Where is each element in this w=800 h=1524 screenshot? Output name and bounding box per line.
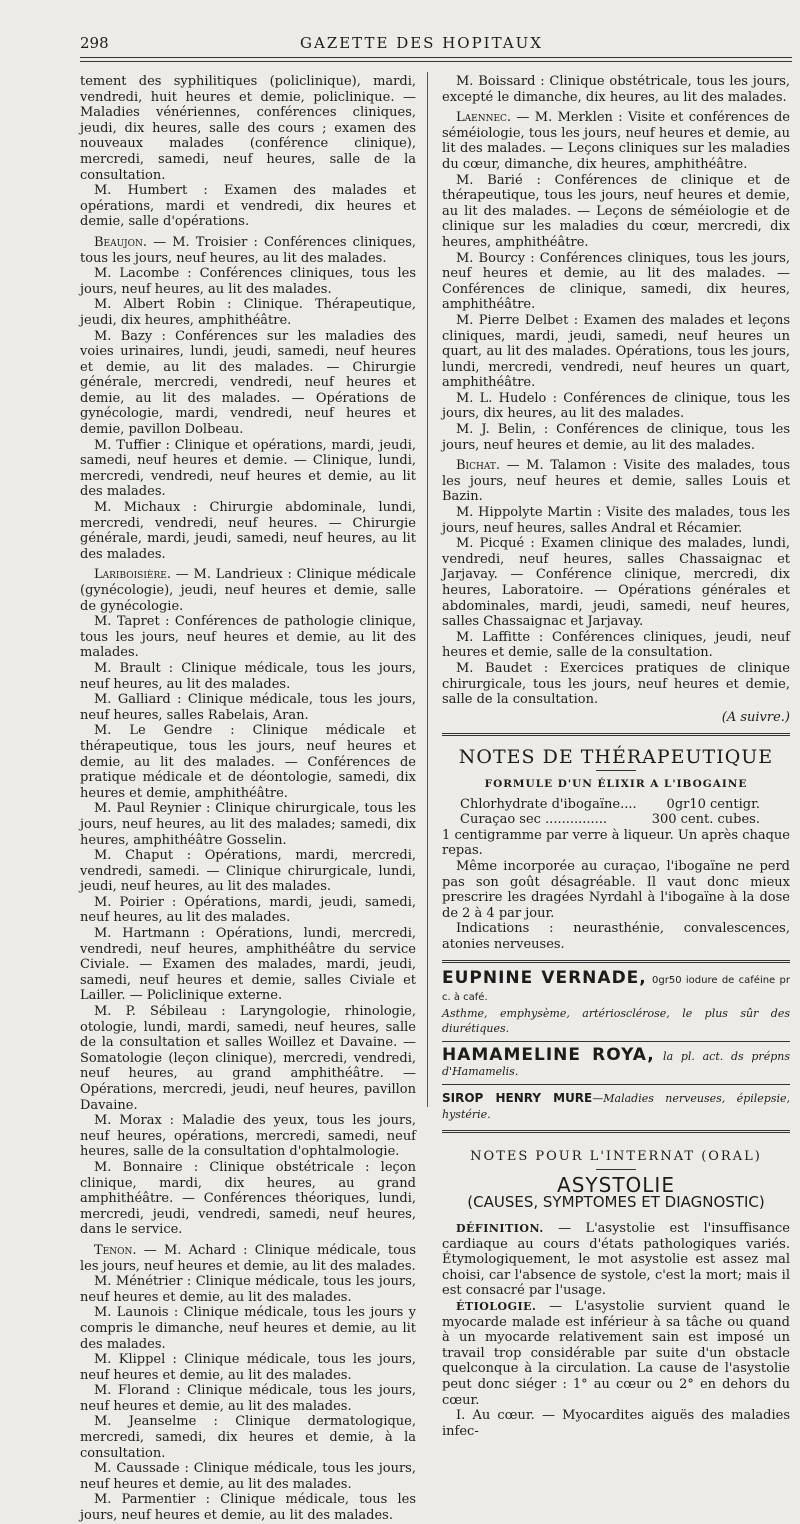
ingredient-quantity: 0gr10 centigr. [666,796,760,812]
paragraph: M. Baudet : Exercices pratiques de clinique chirurgicale, tous les jours, neuf heures et demie, salle de la consultation. [442,660,790,708]
paragraph: Indications : neurasthénie, convalescences, atonies nerveuses. [442,921,790,952]
paragraph [80,567,416,614]
section-rule [442,1130,790,1133]
paragraph: M. Humbert : Examen des malades et opérations, mardi et vendredi, dix heures et demie, salle d'opérations. [80,183,416,230]
paragraph: M. Launois : Clinique médicale, tous les jours y compris le dimanche, neuf heures et demie, au lit des malades. [80,1305,416,1352]
paragraph: M. Chaput : Opérations, mardi, mercredi, vendredi, samedi. — Clinique chirurgicale, lundi, jeudi, neuf heures, au lit des malades. [80,848,416,895]
runin-heading: DÉFINITION. [456,1222,544,1235]
hospital-name: Tenon. [94,1242,137,1258]
paragraph: M. Caussade : Clinique médicale, tous les jours, neuf heures et demie, au lit des malades. [80,1461,416,1492]
ingredient-name: Chlorhydrate d'ibogaïne.... [460,796,637,812]
paragraph [442,458,790,505]
formula-heading: FORMULE D'UN ÉLIXIR A L'IBOGAINE [484,777,748,790]
advert-sirop [442,1091,790,1122]
advert-rule [442,960,790,963]
paragraph [80,235,416,266]
right-column [442,74,790,1439]
article-subtitle: (CAUSES, SYMPTOMES ET DIAGNOSTIC) [467,1193,765,1212]
title-rule [596,1169,636,1170]
advert-rule [442,1084,790,1085]
paragraph: M. Boissard : Clinique obstétricale, tous les jours, excepté le dimanche, dix heures, au lit des malades. [442,74,790,105]
paragraph: M. Jeanselme : Clinique dermatologique, mercredi, samedi, dix heures et demie, à la consultation. [80,1414,416,1461]
paragraph: M. Bonnaire : Clinique obstétricale : leçon clinique, mardi, dix heures, au grand amphithéâtre. — Conférences théoriques, lundi, mercredi, jeudi, vendredi, samedi, neuf heures, dans le service. [80,1159,416,1238]
title-rule [596,770,636,771]
column-separator [427,72,428,1107]
paragraph-text: — M. Talamon : Visite des malades, tous les jours, neuf heures et demie, salles Louis et Bazin. [442,458,790,505]
advert-brand: EUPNINE VERNADE, [442,968,647,989]
advert-brand: HAMAMELINE ROYA, [442,1044,655,1065]
paragraph [442,1299,790,1408]
formula-row [442,797,790,813]
advert-detail: la pl. act. ds prépns d'Hamamelis. [442,1049,790,1079]
paragraph [442,1221,790,1299]
paragraph: M. Morax : Maladie des yeux, tous les jours, neuf heures, opérations, mercredi, samedi, neuf heures, salle de la consultation d'ophtalmologie. [80,1113,416,1160]
paragraph: M. Laffitte : Conférences cliniques, jeudi, neuf heures et demie, salle de la consultation. [442,629,790,661]
advert-eupnine [442,968,790,1005]
advert-detail: —Maladies nerveuses, épilepsie, hystérie. [442,1092,790,1121]
paragraph [442,110,790,172]
paragraph: M. Paul Reynier : Clinique chirurgicale, tous les jours, neuf heures, au lit des malades; samedi, dix heures, amphithéâtre Gosselin. [80,801,416,848]
paragraph: M. Klippel : Clinique médicale, tous les jours, neuf heures et demie, au lit des malades. [80,1352,416,1383]
paragraph: M. J. Belin, : Conférences de clinique, tous les jours, neuf heures et demie, au lit des malades. [442,422,790,453]
paragraph: M. Ménétrier : Clinique médicale, tous les jours, neuf heures et demie, au lit des malades. [80,1274,416,1305]
advert-brand: SIROP HENRY MURE [442,1091,593,1106]
paragraph: M. Le Gendre : Clinique médicale et thérapeutique, tous les jours, neuf heures et demie, au lit des malades. — Conférences de pratique médicale et de déontologie, samedi, dix heures et demie, amphithéâtre. [80,723,416,801]
paragraph: M. Hartmann : Opérations, lundi, mercredi, vendredi, neuf heures, amphithéâtre du service Civiale. — Examen des malades, mardi, jeudi, samedi, neuf heures et demie, salles Civiale et Lailler. — Policlinique externe. [80,926,416,1004]
header-rule [80,57,792,58]
runin-heading: ÉTIOLOGIE. [456,1299,537,1313]
paragraph-text: — L'asystolie survient quand le myocarde malade est inférieur à sa tâche ou quand à un myocarde relativement sain est imposé un travail trop considérable par suite d'un obstacle quelconque à la circulation. La cause de l'asystolie peut donc siéger : 1° au cœur ou 2° en dehors du cœur. [442,1298,790,1408]
left-column [80,74,416,1524]
paragraph: M. Florand : Clinique médicale, tous les jours, neuf heures et demie, au lit des malades. [80,1383,416,1414]
ingredient-quantity: 300 cent. cubes. [651,812,760,828]
paragraph: M. Albert Robin : Clinique. Thérapeutique, jeudi, dix heures, amphithéâtre. [80,297,416,328]
paragraph [80,1243,416,1274]
paragraph-text: — M. Landrieux : Clinique médicale (gynécologie), jeudi, neuf heures et demie, salle de gynécologie. [80,567,416,614]
paragraph-text: — M. Troisier : Conférences cliniques, tous les jours, neuf heures, au lit des malades. [80,234,416,266]
advert-hamameline [442,1044,790,1080]
a-suivre-note: (A suivre.) [721,709,790,725]
paragraph: M. Brault : Clinique médicale, tous les jours, neuf heures, au lit des malades. [80,660,416,692]
article-title: ASYSTOLIE [557,1172,675,1197]
paragraph: M. Lacombe : Conférences cliniques, tous les jours, neuf heures, au lit des malades. [80,266,416,297]
advert-rule [442,1041,790,1042]
hospital-name: Bichat. [456,458,500,474]
paragraph-text: — M. Achard : Clinique médicale, tous les jours, neuf heures et demie, au lit des malades. [80,1242,416,1274]
page-number: 298 [80,34,109,52]
paragraph: M. Galliard : Clinique médicale, tous les jours, neuf heures, salles Rabelais, Aran. [80,692,416,723]
paragraph: M. Poirier : Opérations, mardi, jeudi, samedi, neuf heures, au lit des malades. [80,894,416,926]
paragraph: Même incorporée au curaçao, l'ibogaïne ne perd pas son goût désagréable. Il vaut donc mieux prescrire les dragées Nyrdahl à l'ibogaïne à la dose de 2 à 4 par jour. [442,858,790,921]
dosage-line: 1 centigramme par verre à liqueur. Un après chaque repas. [442,827,790,859]
advert-detail: 0gr50 iodure de caféine pr c. à café. [442,975,790,1004]
paragraph: M. Bourcy : Conférences cliniques, tous les jours, neuf heures et demie, au lit des malades. — Conférences de clinique, samedi, dix heures, amphithéâtre. [442,250,790,313]
paragraph: M. Barié : Conférences de clinique et de thérapeutique, tous les jours, neuf heures et demie, au lit des malades. — Leçons de séméiologie et de clinique sur les maladies du cœur, mercredi, dix heures, amphithéâtre. [442,172,790,250]
paragraph-text: — L'asystolie est l'insuffisance cardiaque au cours d'états pathologiques variés. Étymologiquement, le mot asystolie est assez mal choisi, car l'absence de systole, c'est la mort; mais il est consacré par l'usage. [442,1221,790,1299]
section-rule [442,733,790,736]
running-head: GAZETTE DES HOPITAUX [300,34,543,52]
ingredient-name: Curaçao sec ............... [460,812,608,828]
paragraph: I. Au cœur. — Myocardites aiguës des maladies infec- [442,1408,790,1439]
paragraph: M. Pierre Delbet : Examen des malades et leçons cliniques, mardi, jeudi, samedi, neuf heures un quart, au lit des malades. Opérations, tous les jours, lundi, mercredi, vendredi, neuf heures un quart, amphithéâtre. [442,312,790,391]
paragraph: M. Tapret : Conférences de pathologie clinique, tous les jours, neuf heures et demie, au lit des malades. [80,614,416,661]
section-heading: NOTES POUR L'INTERNAT (ORAL) [470,1149,762,1165]
paragraph: M. Bazy : Conférences sur les maladies des voies urinaires, lundi, jeudi, samedi, neuf heures et demie, au lit des malades. — Chirurgie générale, mercredi, vendredi, neuf heures et demie, au lit des malades. — Opérations de gynécologie, mardi, vendredi, neuf heures et demie, pavillon Dolbeau. [80,328,416,438]
hospital-name: Beaujon. [94,234,147,250]
paragraph: M. Michaux : Chirurgie abdominale, lundi, mercredi, vendredi, neuf heures. — Chirurgie générale, mardi, jeudi, samedi, neuf heures, au lit des malades. [80,500,416,562]
hospital-name: Lariboisière. [94,567,171,583]
section-title: NOTES DE THÉRAPEUTIQUE [458,746,774,769]
hospital-name: Laennec. [456,110,512,126]
paragraph: M. L. Hudelo : Conférences de clinique, tous les jours, dix heures, au lit des malades. [442,390,790,422]
paragraph: M. Tuffier : Clinique et opérations, mardi, jeudi, samedi, neuf heures et demie. — Clinique, lundi, mercredi, vendredi, neuf heures et demie, au lit des malades. [80,437,416,500]
advert-tagline: Asthme, emphysème, artériosclérose, le plus sûr des diurétiques. [442,1006,790,1036]
formula-row [442,812,790,828]
paragraph: M. Picqué : Examen clinique des malades, lundi, vendredi, neuf heures, salles Chassaignac et Jarjavay. — Conférence clinique, mercredi, dix heures, Laboratoire. — Opérations générales et abdominales, mardi, jeudi, samedi, neuf heures, salles Chassaignac et Jarjavay. [442,536,790,630]
paragraph: M. Hippolyte Martin : Visite des malades, tous les jours, neuf heures, salles Andral et Récamier. [442,505,790,536]
header-rule [80,61,792,62]
paragraph: tement des syphilitiques (policlinique), mardi, vendredi, huit heures et demie, policlinique. — Maladies vénériennes, conférences cliniques, jeudi, dix heures, salle des cours ; examen des nouveaux malades (conférence clinique), mercredi, samedi, neuf heures, salle de la consultation. [80,74,416,183]
paragraph: M. Parmentier : Clinique médicale, tous les jours, neuf heures et demie, au lit des malades. [80,1492,416,1524]
paragraph: M. P. Sébileau : Laryngologie, rhinologie, otologie, lundi, mardi, samedi, neuf heures, salle de la consultation et salles Woillez et Davaine. — Somatologie (leçon clinique), mercredi, vendredi, neuf heures, au grand amphithéâtre. — Opérations, mercredi, jeudi, neuf heures, pavillon Davaine. [80,1004,416,1113]
paragraph-text: — M. Merklen : Visite et conférences de séméiologie, tous les jours, neuf heures et demie, au lit des malades. — Leçons cliniques sur les maladies du cœur, dimanche, dix heures, amphithéâtre. [442,110,790,172]
